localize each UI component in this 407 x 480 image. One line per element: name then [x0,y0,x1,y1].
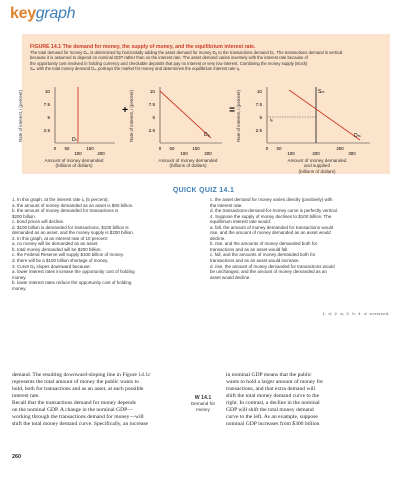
caption-line: Sₘ with the total money demand Dₘ portrays the market for money and determines the equilibrium interest rate iₑ. [30,65,241,71]
body-line: interest rate. [12,393,40,400]
plus-operator: + [122,105,128,116]
quiz-line: 2. In this graph, at an interest rate of 10 percent: [12,235,109,241]
body-line: wants to hold a larger amount of money for [226,379,324,386]
body-line: nominal GDP increases from $300 billion [226,421,320,428]
quiz-line: the interest rate. [210,202,243,208]
quiz-line: asset would decline. [210,274,251,280]
quiz-line: 3. Curve Dₐ slopes downward because: [12,263,91,269]
total-money-demand-curve [289,90,360,140]
curve-label: Sₘ [318,89,325,95]
panel-c-graph [236,87,370,156]
caption-line: the opportunity cost involved in holding currency and checkable deposits that pay no interest or very low interest. Combining the money supply (stock) [30,60,308,66]
quiz-line: a. no money will be demanded as an asset. [12,241,99,247]
asset-demand-curve [160,91,211,138]
y-tick-label: 7.5 [148,102,155,107]
body-line: GDP will shift the total money demand [226,407,314,414]
body-line: working through the transactions demand for money—will [12,414,144,421]
x-tick-label: 250 [336,146,344,151]
body-line: curve to the left. As an example, suppose [226,414,318,421]
x-tick-label: 0 [158,146,162,151]
quiz-line: money. [12,285,27,291]
y-tick-label: 7.5 [43,102,50,107]
panel-b-xlabel: Amount of money demanded (billions of dollars) [158,158,218,169]
equilibrium-rate-label: iₑ [270,117,273,122]
x-tick-label: 300 [348,151,356,156]
quiz-line: transactions and as an asset would increase. [210,258,300,264]
y-axis-label: Rate of interest, i (percent) [236,90,241,142]
x-tick-label: 100 [180,151,188,156]
body-line: Recall that the transactions demand for money depends [12,400,136,407]
panel-a-graph [18,87,115,156]
quiz-line: c. the Federal Reserve will supply $100 billion of money. [12,252,124,258]
quick-quiz-title: QUICK QUIZ 14.1 [172,187,235,194]
body-line: transactions, and that extra demand will [226,386,316,393]
body-line: shift the total money demand curve to the [226,393,320,400]
x-tick-label: 0 [265,146,269,151]
x-tick-label: 100 [287,151,295,156]
caption-line: because it is assumed to depend on nominal GDP rather than on the interest rate. The asset demand varies inversely with the interest rate because of [30,55,309,61]
quiz-line: $200 billion. [12,213,37,219]
y-tick-label: 7.5 [255,102,262,107]
y-tick-label: 10 [44,89,50,94]
body-line: on the nominal GDP. A change in the nominal GDP— [12,407,133,414]
x-tick-label: 200 [97,151,105,156]
y-axis-label: Rate of interest, i (percent) [18,90,23,142]
quiz-line: a. fall, the amount of money demanded for transactions would [210,224,334,230]
quiz-line: b. total money demanded will be $200 billion. [12,246,102,252]
y-tick-label: 5 [152,115,155,120]
margin-note: W 14.1 Demand for money [184,395,222,413]
body-line: in nominal GDP means that the public [226,372,312,378]
y-tick-label: 5 [47,115,50,120]
x-tick-label: 200 [204,151,212,156]
y-tick-label: 10 [149,89,155,94]
x-tick-label: 0 [53,146,57,151]
body-line: represents the total amount of money the public wants to [12,379,139,386]
body-line: right. In contrast, a decline in the nominal [226,400,320,407]
y-tick-label: 2.5 [255,128,262,133]
answer-key: 1. d; 2. a; 3. b; 4. d :srewsnA [322,311,389,316]
x-tick-label: 50 [169,146,175,151]
quiz-right-column [210,197,400,280]
y-tick-label: 2.5 [43,128,50,133]
body-line: demand. The resulting downward-sloping line in Figure 14.1c [12,372,151,378]
quiz-line: decline. [210,235,226,241]
panel-b-graph [129,87,222,156]
quiz-left-column [12,197,202,291]
caption-line: The total demand for money Dₘ is determined by horizontally adding the asset demand for money Dₐ to the transactions demand Dₜ. The transactions demand is vertical [30,50,343,56]
quiz-line: a. the amount of money demanded as an asset is $50 billion. [12,202,134,208]
web-note-label: W 14.1 [194,395,212,401]
x-tick-label: 50 [276,146,282,151]
page-number: 260 [12,454,21,460]
quiz-line: d. the transactions-demand-for-money curve is perfectly vertical. [210,208,339,214]
quiz-line: rise, and the amount of money demanded as an asset would [210,230,331,236]
y-axis-label: Rate of interest, i (percent) [129,90,134,142]
quiz-line: transactions and as an asset would fall. [210,246,289,252]
curve-label: Dₜ [72,137,78,143]
quiz-line: money. [12,274,27,280]
body-right-column [226,372,398,428]
quiz-line: b. rise, and the amounts of money demanded both for [210,241,318,247]
keygraph-logo: keygraph [10,5,76,22]
quiz-line: c. bond prices will decline. [12,219,65,225]
figure-title: FIGURE 14.1 The demand for money, the supply of money, and the equilibrium interest rate. [30,44,256,50]
x-tick-label: 50 [64,146,70,151]
panel-a-xlabel: Amount of money demanded (billions of dollars) [44,158,104,169]
curve-label: Dₘ [354,133,361,139]
equals-operator: = [229,105,235,116]
x-tick-label: 200 [312,151,320,156]
y-tick-label: 10 [256,89,262,94]
x-tick-label: 100 [74,151,82,156]
y-tick-label: 5 [259,115,262,120]
quiz-line: d. rise, the amount of money demanded for transactions would [210,263,335,269]
quiz-line: 4. Suppose the supply of money declines to $100 billion. The [210,213,332,219]
quiz-line: b. the amount of money demanded for transactions is [12,208,119,214]
quiz-line: demanded as an asset, and the money supply is $200 billion. [12,230,134,236]
quiz-line: be unchanged, and the amount of money demanded as an [210,269,327,275]
curve-label: Dₐ [204,132,210,138]
body-left-column [12,372,184,428]
quiz-line: 1. In this graph, at the interest rate iₑ (5 percent): [12,197,109,202]
body-line: hold, both for transactions and as an asset, at each possible [12,386,144,393]
quiz-line: c. fall, and the amounts of money demanded both for [210,252,316,258]
panel-c-xlabel: Amount of money demanded and supplied (billions of dollars) [287,158,347,174]
quiz-line: equilibrium interest rate would: [210,219,272,225]
quiz-line: d. there will be a $100 billion shortage of money. [12,258,109,264]
quiz-line: c. the asset demand for money varies directly (positively) with [210,197,333,202]
quiz-line: d. $100 billion is demanded for transactions, $100 billion is [12,224,129,230]
quiz-line: a. lower interest rates increase the opportunity cost of holding [12,269,135,275]
quiz-line: b. lower interest rates reduce the opportunity cost of holding [12,280,132,286]
body-line: shift the total money demand curve. Specifically, an increase [12,421,149,428]
y-tick-label: 2.5 [148,128,155,133]
x-tick-label: 150 [192,146,200,151]
x-tick-label: 150 [86,146,94,151]
